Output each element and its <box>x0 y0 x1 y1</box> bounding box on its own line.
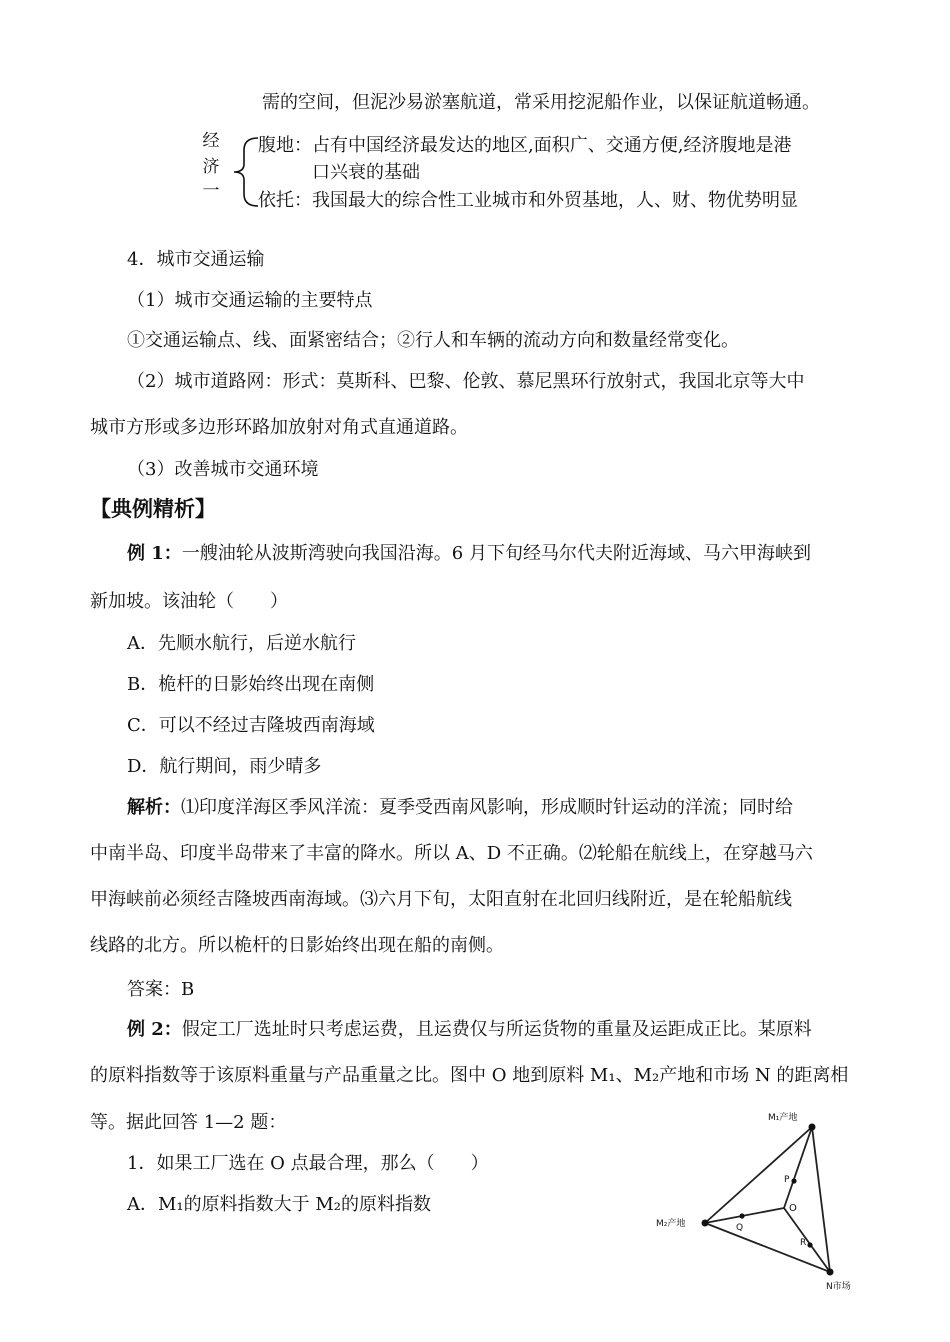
example-1-analysis-line-3: 甲海峡前必须经吉隆坡西南海域。⑶六月下旬，太阳直射在北回归线附近，是在轮船航线 <box>90 889 792 910</box>
section-4-3-title: （3）改善城市交通环境 <box>127 459 319 480</box>
point-r <box>807 1242 812 1247</box>
label-q: Q <box>736 1223 744 1233</box>
point-m1 <box>809 1124 816 1131</box>
example-1-question-line-1 <box>127 541 811 567</box>
example-1-analysis-line-1 <box>127 795 793 821</box>
curly-brace-icon <box>230 136 260 208</box>
label-o: O <box>789 1203 797 1214</box>
example-2-label: 例 2： <box>127 1019 182 1040</box>
point-m2 <box>702 1220 709 1227</box>
example-2-question-line-3: 等。据此回答 1—2 题： <box>90 1112 287 1133</box>
example-1-option-c: C．可以不经过吉隆坡西南海域 <box>127 715 375 736</box>
point-n <box>827 1269 834 1276</box>
example-2-question-line-2: 的原料指数等于该原料重量与产品重量之比。图中 O 地到原料 M₁、M₂产地和市场 N 的距离相 <box>90 1065 849 1086</box>
example-2-sub-question-1: 1．如果工厂选在 O 点最合理，那么（ ） <box>127 1153 489 1174</box>
example-1-question-line-2: 新加坡。该油轮（ ） <box>90 591 288 612</box>
section-4-2-line-1: （2）城市道路网：形式：莫斯科、巴黎、伦敦、慕尼黑环行放射式，我国北京等大中 <box>127 371 805 392</box>
label-m1: M₁产地 <box>768 1113 798 1123</box>
example-1-label: 例 1： <box>127 543 182 564</box>
edge-m2-n <box>705 1223 830 1272</box>
analysis-label: 解析： <box>127 797 181 818</box>
continued-text: 需的空间，但泥沙易淤塞航道，常采用挖泥船作业，以保证航道畅通。 <box>262 92 820 113</box>
location-diagram <box>650 1105 900 1300</box>
label-p: P <box>784 1175 790 1185</box>
example-1-option-b: B．桅杆的日影始终出现在南侧 <box>127 674 375 695</box>
economy-label-3: 一 <box>202 181 220 201</box>
label-r: R <box>800 1238 807 1248</box>
section-4-title: 4．城市交通运输 <box>127 249 265 270</box>
hinterland-line-2: 口兴衰的基础 <box>312 162 420 183</box>
section-4-1-content: ①交通运输点、线、面紧密结合；②行人和车辆的流动方向和数量经常变化。 <box>127 330 739 351</box>
example-1-analysis-line-4: 线路的北方。所以桅杆的日影始终出现在船的南侧。 <box>90 935 504 956</box>
examples-header: 【典例精析】 <box>90 496 216 521</box>
example-1-question-text: 一艘油轮从波斯湾驶向我国沿海。6 月下旬经马尔代夫附近海域、马六甲海峡到 <box>181 543 811 564</box>
point-p <box>791 1178 796 1183</box>
support-line: 依托：我国最大的综合性工业城市和外贸基地，人、财、物优势明显 <box>258 190 798 211</box>
example-1-option-a: A．先顺水航行，后逆水航行 <box>127 633 356 654</box>
example-1-option-d: D．航行期间，雨少晴多 <box>127 756 322 777</box>
label-n: N市场 <box>826 1282 851 1292</box>
analysis-text: ⑴印度洋海区季风洋流：夏季受西南风影响，形成顺时针运动的洋流；同时给 <box>181 797 793 818</box>
point-q <box>739 1213 744 1218</box>
example-1-answer: 答案：B <box>127 979 195 1000</box>
example-2-sub-1-option-a: A．M₁的原料指数大于 M₂的原料指数 <box>127 1194 432 1215</box>
economy-label-1: 经 <box>202 131 220 151</box>
section-4-2-line-2: 城市方形或多边形环路加放射对角式直通道路。 <box>90 417 468 438</box>
example-1-analysis-line-2: 中南半岛、印度半岛带来了丰富的降水。所以 A、D 不正确。⑵轮船在航线上，在穿越马六 <box>90 843 813 864</box>
example-2-question-line-1 <box>127 1017 812 1043</box>
section-4-1-title: （1）城市交通运输的主要特点 <box>127 290 373 311</box>
economy-label-2: 济 <box>202 157 220 177</box>
example-2-question-text: 假定工厂选址时只考虑运费，且运费仅与所运货物的重量及运距成正比。某原料 <box>181 1019 812 1040</box>
label-m2: M₂产地 <box>656 1219 686 1229</box>
hinterland-line-1: 腹地：占有中国经济最发达的地区,面积广、交通方便,经济腹地是港 <box>258 135 792 156</box>
